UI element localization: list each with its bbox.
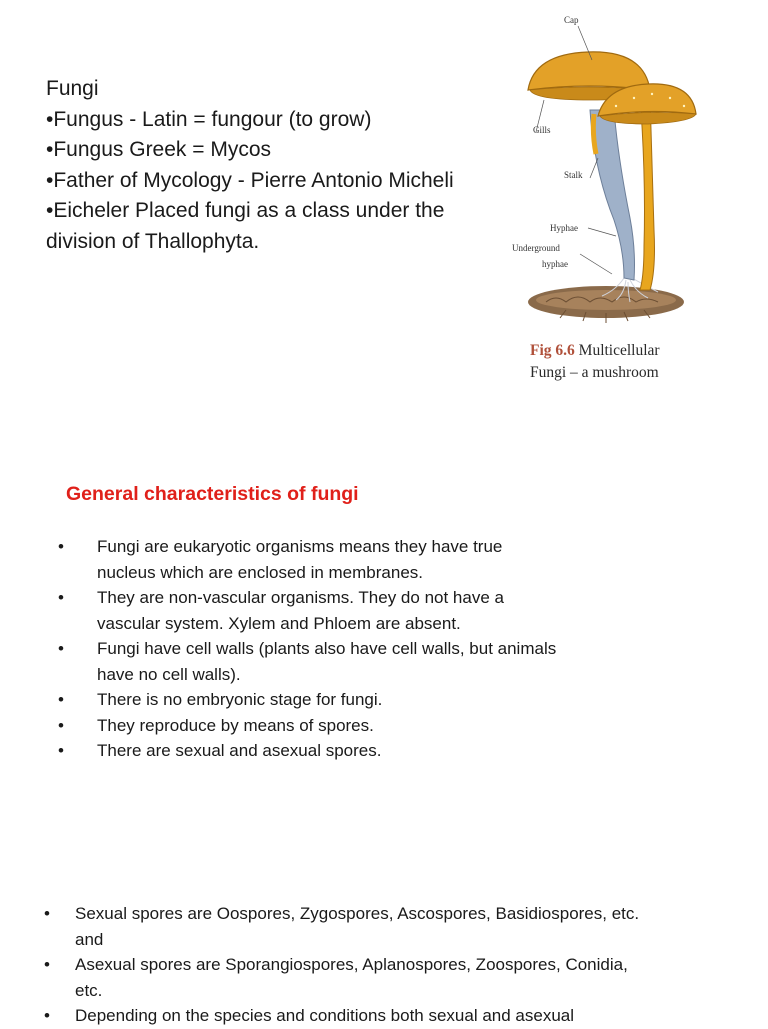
intro-block [46,74,516,257]
bullet: • [58,588,64,607]
bullet: • [58,537,64,556]
bullet: • [58,715,64,735]
label-cap: Cap [564,15,579,25]
intro-line: •Fungus - Latin = fungour (to grow) [46,107,372,131]
label-hyphae: Hyphae [550,223,578,233]
caption-text: Multicellular [574,342,660,359]
caption-fig-number: Fig 6.6 [530,342,575,359]
list-item: • There are sexual and asexual spores. [58,738,678,764]
bullet: • [58,639,64,658]
bullet: • [58,690,64,709]
bullet: • [58,741,64,760]
bullet: • [44,904,50,923]
intro-line: •Eicheler Placed fungi as a class under the [46,199,445,222]
label-underground: Underground [512,243,560,253]
label-stalk: Stalk [564,170,583,180]
list-item: • They reproduce by means of spores. [58,713,678,739]
figure-caption [530,340,660,384]
label-underground-hyphae: hyphae [542,259,568,269]
intro-line: •Fungus Greek = Mycos [46,138,272,161]
list-item: • Fungi have cell walls (plants also have cell walls, but animals have no cell walls). [58,636,678,687]
characteristics-list [58,534,678,764]
caption-line-2: Fungi – a mushroom [530,364,659,381]
intro-heading: Fungi [46,77,99,100]
section-title: General characteristics of fungi [66,483,359,505]
list-item: • Depending on the species and conditions both sexual and asexual [44,1003,734,1029]
bullet: • [44,955,50,974]
soil-illustration [528,286,684,323]
list-item: • Sexual spores are Oospores, Zygospores, Ascospores, Basidiospores, etc. and [44,901,734,952]
intro-line: •Father of Mycology - Pierre Antonio Micheli [46,168,454,192]
list-item: • There is no embryonic stage for fungi. [58,687,678,713]
label-gills: Gills [533,125,551,135]
front-stalk [590,110,635,280]
bullet: • [44,1006,50,1025]
list-item: • Fungi are eukaryotic organisms means they have true nucleus which are enclosed in membranes. [58,534,678,585]
mushroom-figure [506,10,706,390]
back-stalk [640,96,655,290]
list-item: • Asexual spores are Sporangiospores, Aplanospores, Zoospores, Conidia, etc. [44,952,734,1003]
intro-line: division of Thallophyta. [46,229,260,253]
list-item: • They are non-vascular organisms. They do not have a vascular system. Xylem and Phloem are absent. [58,585,678,636]
spores-list [44,901,734,1029]
